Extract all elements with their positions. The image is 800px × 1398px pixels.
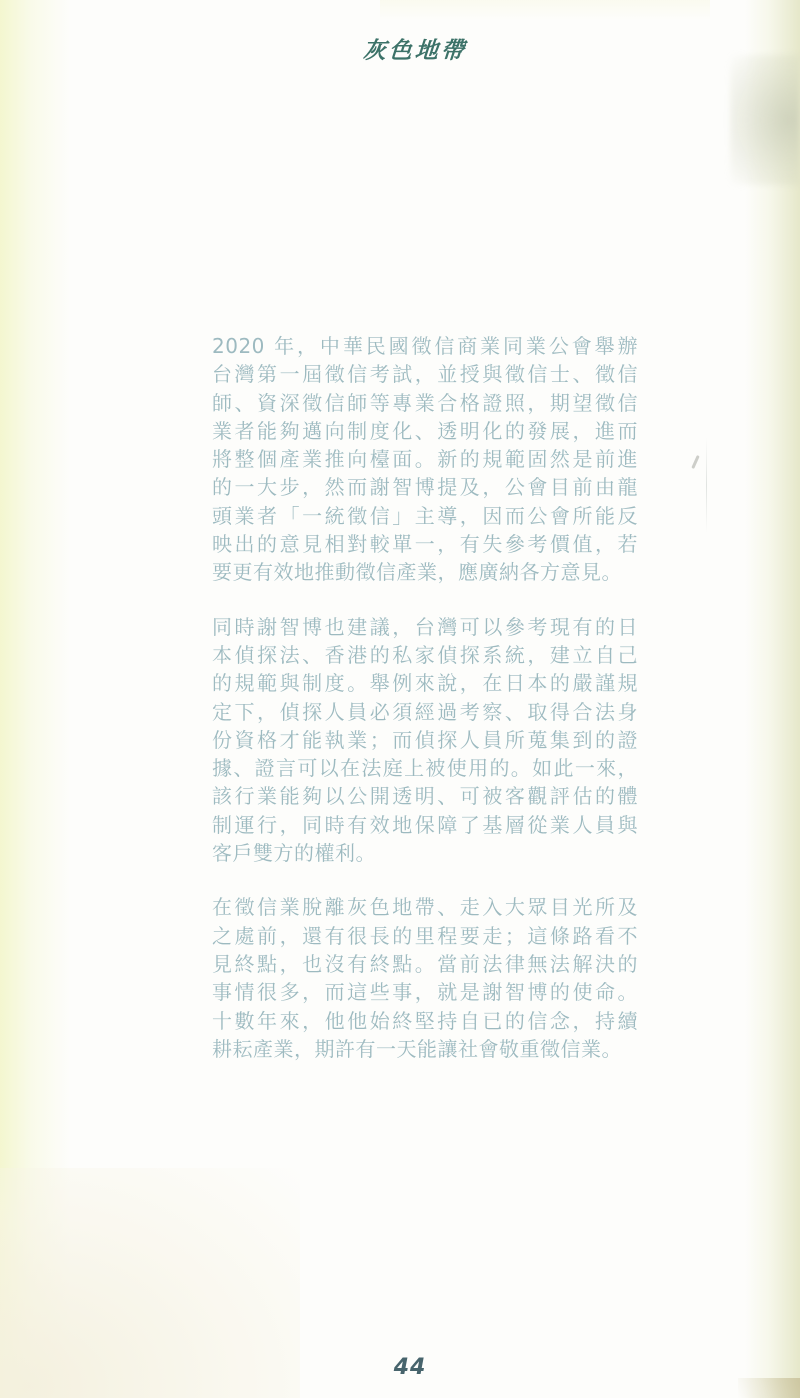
text-line: 師、資深徵信師等專業合格證照，期望徵信 (212, 390, 638, 415)
text-line: 份資格才能執業；而偵探人員所蒐集到的證 (212, 727, 638, 752)
text-line: 耕耘產業，期許有一天能讓社會敬重徵信業。 (212, 1036, 622, 1061)
text-line: 十數年來，他他始終堅持自已的信念，持續 (212, 1008, 638, 1033)
scan-tint-top (380, 0, 710, 20)
text-line: 見終點，也沒有終點。當前法律無法解決的 (212, 951, 638, 976)
text-line: 本偵探法、香港的私家偵探系統，建立自己 (212, 642, 638, 667)
page-edge-shading-right (745, 0, 800, 1398)
running-head-title: 灰色地帶 (361, 38, 468, 64)
text-line: 頭業者「一統徵信」主導，因而公會所能反 (212, 503, 638, 528)
paragraph (212, 332, 638, 587)
text-line: 2020 年，中華民國徵信商業同業公會舉辦 (212, 334, 638, 358)
text-line: 定下，偵探人員必須經過考察、取得合法身 (212, 699, 638, 724)
text-line: 據、證言可以在法庭上被使用的。如此一來， (212, 756, 638, 781)
body-text-block (212, 332, 638, 1089)
scan-speck-artifact (691, 455, 699, 469)
paragraph (212, 893, 638, 1063)
text-line: 同時謝智博也建議，台灣可以參考現有的日 (212, 614, 638, 639)
text-line: 之處前，還有很長的里程要走；這條路看不 (212, 923, 638, 948)
scan-shadow-top-right (730, 55, 800, 185)
text-line: 映出的意見相對較單一，有失參考價值，若 (212, 532, 638, 557)
text-line: 的一大步，然而謝智博提及，公會目前由龍 (212, 475, 638, 500)
text-line: 在徵信業脫離灰色地帶、走入大眾目光所及 (212, 895, 638, 920)
text-line: 業者能夠邁向制度化、透明化的發展，進而 (212, 418, 638, 443)
text-line: 制運行，同時有效地保障了基層從業人員與 (212, 812, 638, 837)
text-line: 的規範與制度。舉例來說，在日本的嚴謹規 (212, 671, 638, 696)
text-line: 要更有效地推動徵信產業，應廣納各方意見。 (212, 560, 622, 585)
page-edge-shading-left (0, 0, 70, 1398)
text-line: 客戶雙方的權利。 (212, 841, 376, 866)
paragraph (212, 613, 638, 868)
text-line: 該行業能夠以公開透明、可被客觀評估的體 (212, 784, 638, 809)
text-line: 將整個產業推向檯面。新的規範固然是前進 (212, 447, 638, 472)
scan-shadow-bottom-right (738, 1378, 800, 1398)
scan-streak-artifact (706, 438, 707, 533)
text-line: 台灣第一屆徵信考試，並授與徵信士、徵信 (212, 362, 638, 387)
text-line: 事情很多，而這些事，就是謝智博的使命。 (212, 980, 638, 1005)
page-number: 44 (393, 1355, 427, 1380)
